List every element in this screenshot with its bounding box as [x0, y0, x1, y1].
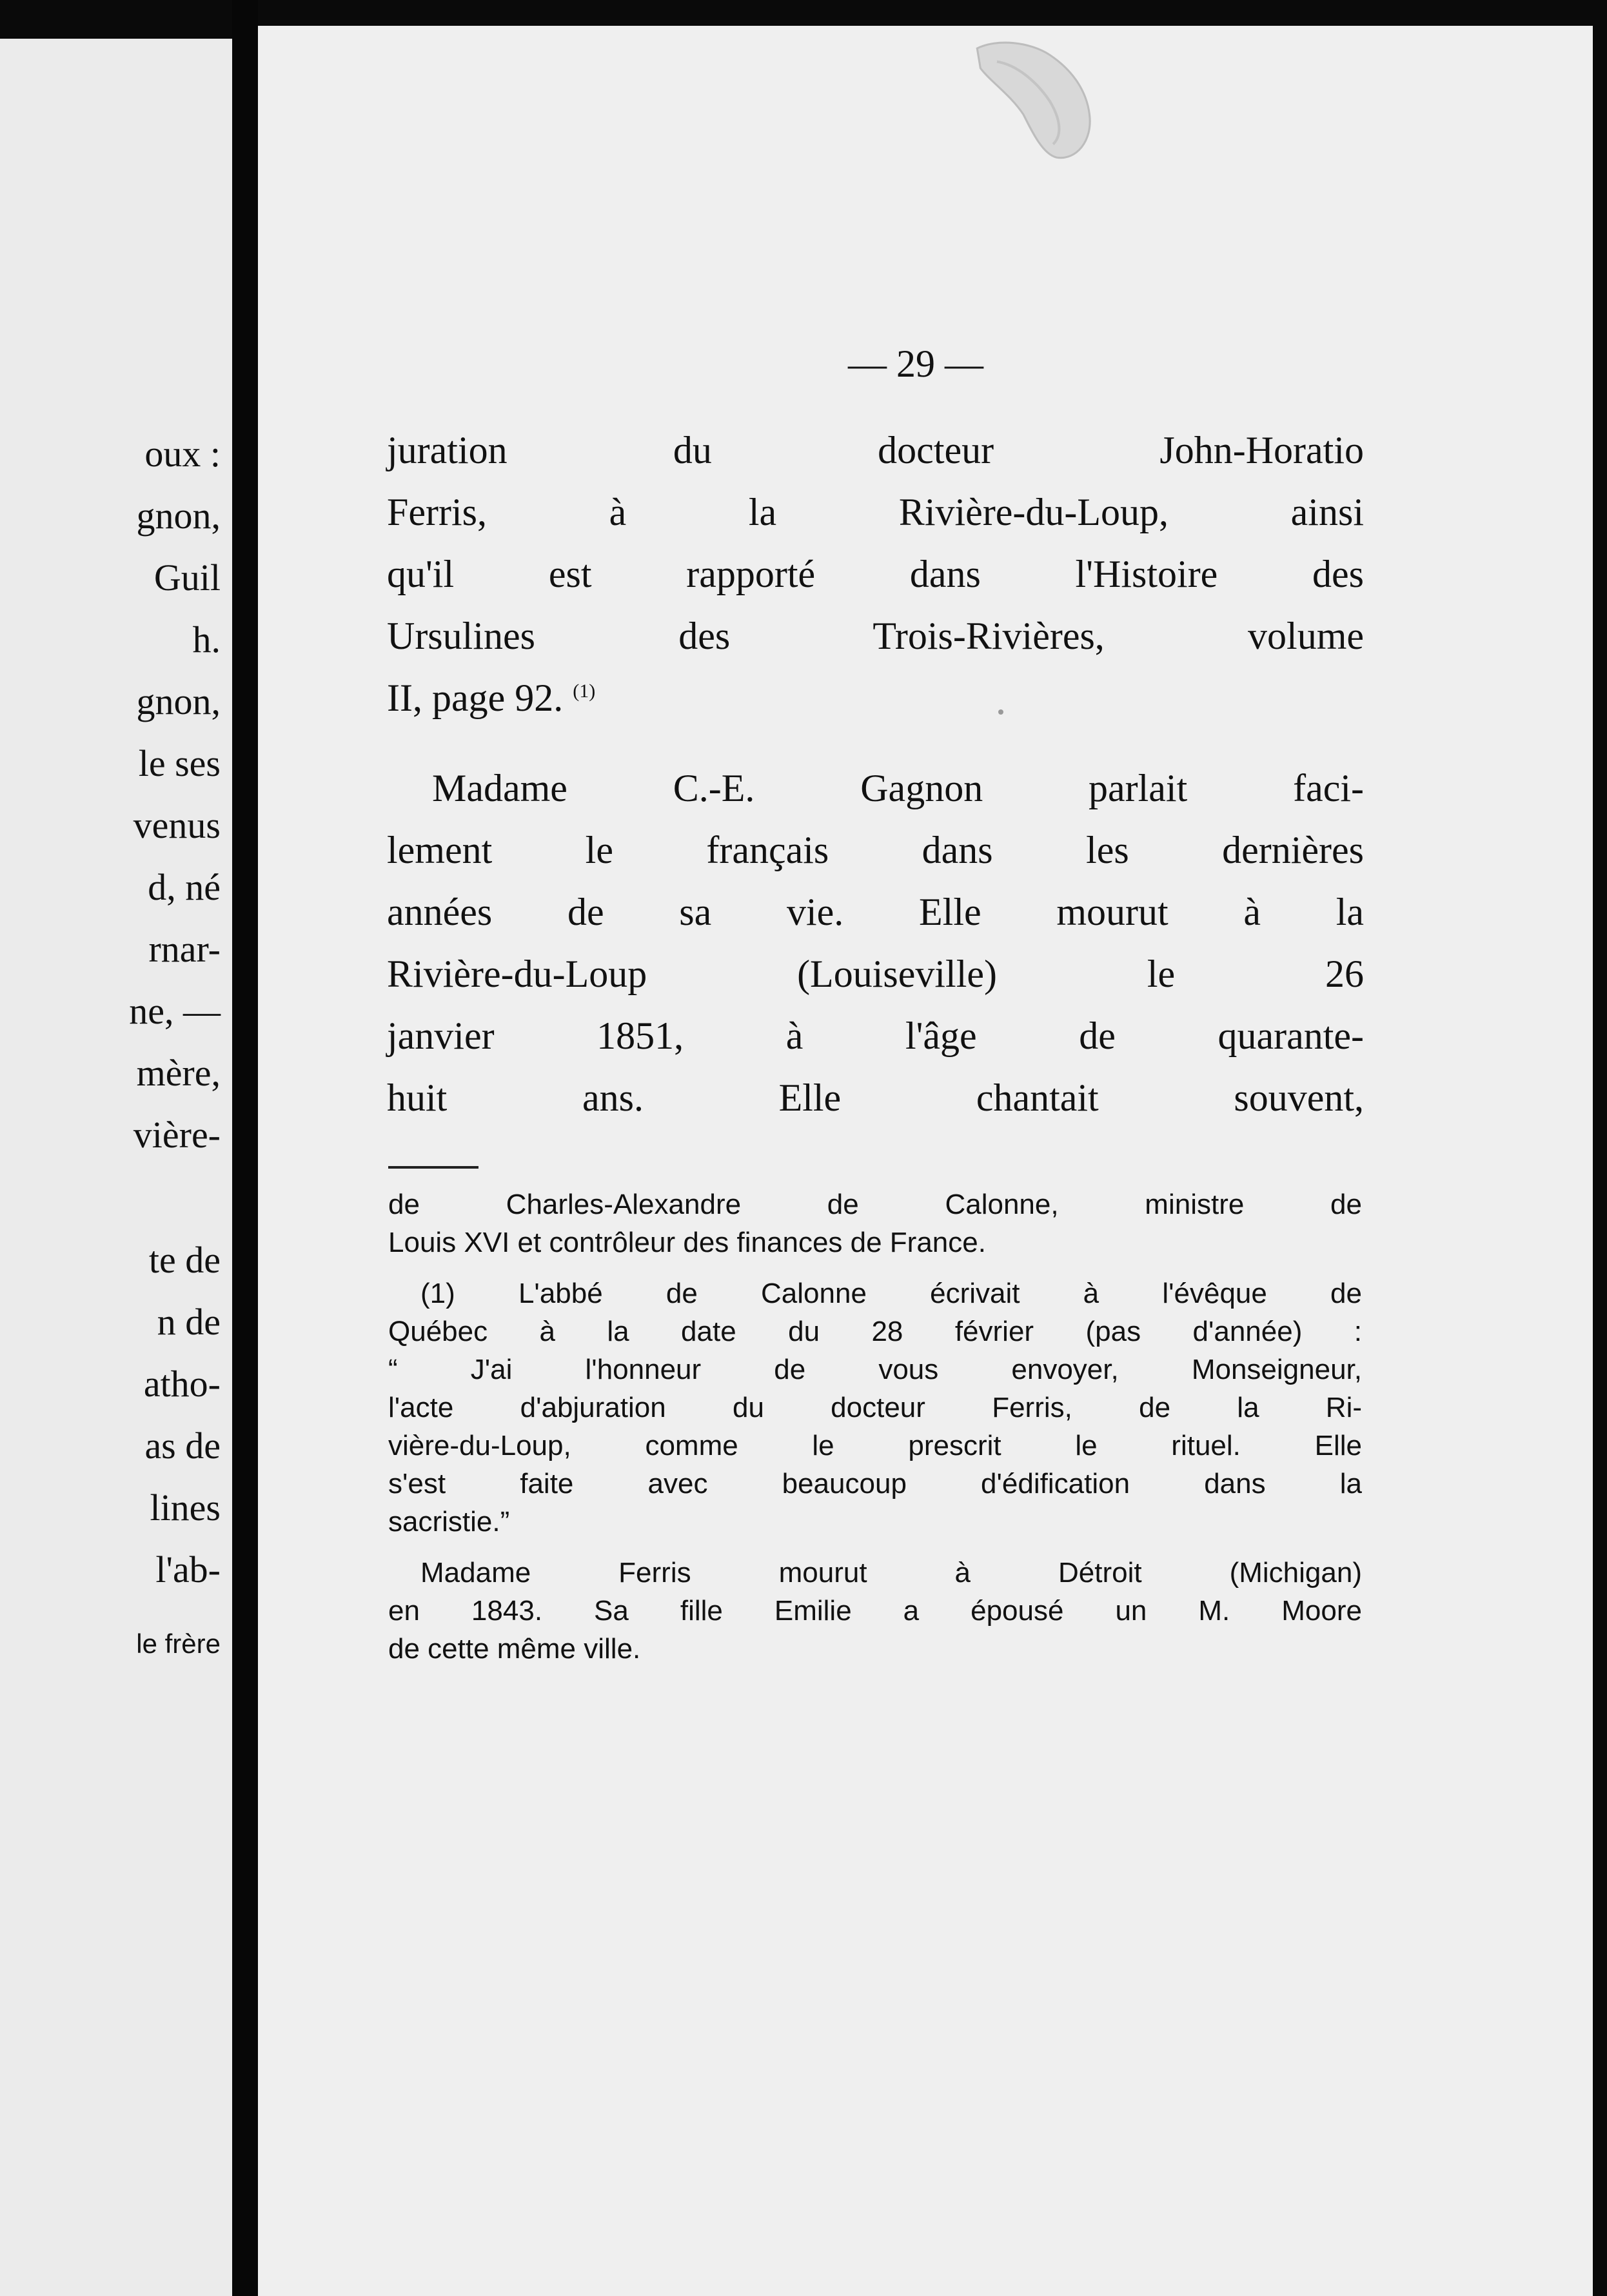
- left-page-line: atho-: [143, 1363, 221, 1405]
- body-line: Rivière-du-Loup (Louiseville) le 26: [387, 953, 1364, 995]
- page-number: — 29 —: [848, 342, 983, 385]
- paper-speck: [998, 709, 1003, 715]
- footnote-rule: [388, 1166, 478, 1169]
- left-facing-page: [0, 39, 232, 2296]
- left-page-line: as de: [144, 1425, 221, 1467]
- footnote-line: de cette même ville.: [388, 1633, 641, 1665]
- left-page-line: n de: [157, 1301, 221, 1343]
- left-page-line: rnar-: [148, 928, 221, 970]
- footnote-line: Québec à la date du 28 février (pas d'année) :: [388, 1316, 1362, 1347]
- body-line: qu'il est rapporté dans l'Histoire des: [387, 553, 1364, 595]
- left-page-line: gnon,: [136, 495, 221, 537]
- footnote-reference: (1): [573, 680, 596, 702]
- paragraph-gap: [387, 729, 1364, 757]
- book-gutter: [232, 0, 258, 2296]
- left-page-line: mère,: [136, 1052, 221, 1094]
- footnote-gap: [388, 1262, 1362, 1274]
- footnote-line: Madame Ferris mourut à Détroit (Michigan): [420, 1557, 1362, 1588]
- left-page-line: lines: [150, 1487, 221, 1529]
- footnotes: [388, 1185, 1362, 1668]
- left-page-footnote-line: le frère: [136, 1628, 221, 1659]
- left-page-line: le ses: [138, 742, 221, 784]
- left-page-line: h.: [192, 619, 221, 660]
- left-page-line: gnon,: [136, 680, 221, 722]
- body-line: Ferris, à la Rivière-du-Loup, ainsi: [387, 491, 1364, 533]
- paper-stain: [971, 34, 1103, 169]
- footnote-line: sacristie.”: [388, 1506, 510, 1538]
- body-line: lement le français dans les dernières: [387, 829, 1364, 871]
- left-page-line: te de: [148, 1239, 221, 1281]
- footnote-line: de Charles-Alexandre de Calonne, ministre de: [388, 1189, 1362, 1220]
- left-page-line: d, né: [148, 866, 221, 908]
- footnote-line: “ J'ai l'honneur de vous envoyer, Monseigneur,: [388, 1354, 1362, 1385]
- left-page-line: oux :: [144, 433, 221, 475]
- body-line: Ursulines des Trois-Rivières, volume: [387, 615, 1364, 657]
- left-page-line: ne, —: [129, 990, 221, 1032]
- footnote-line: s'est faite avec beaucoup d'édification dans la: [388, 1468, 1362, 1499]
- body-line: années de sa vie. Elle mourut à la: [387, 891, 1364, 933]
- body-line: Madame C.-E. Gagnon parlait faci-: [432, 767, 1364, 809]
- footnote-line: vière-du-Loup, comme le prescrit le rituel. Elle: [388, 1430, 1362, 1461]
- body-line: huit ans. Elle chantait souvent,: [387, 1076, 1364, 1119]
- body-text: [387, 419, 1364, 1129]
- footnote-line: l'acte d'abjuration du docteur Ferris, de la Ri-: [388, 1392, 1362, 1423]
- body-line: juration du docteur John-Horatio: [387, 429, 1364, 471]
- body-line-text: II, page 92.: [387, 677, 564, 719]
- footnote-line: Louis XVI et contrôleur des finances de France.: [388, 1227, 986, 1258]
- body-line: janvier 1851, à l'âge de quarante-: [387, 1014, 1364, 1057]
- footnote-line: (1) L'abbé de Calonne écrivait à l'évêque de: [420, 1278, 1362, 1309]
- left-page-line: Guil: [153, 557, 221, 599]
- footnote-gap: [388, 1541, 1362, 1554]
- body-line: [387, 667, 1364, 729]
- left-page-line: venus: [133, 804, 221, 846]
- footnote-line: en 1843. Sa fille Emilie a épousé un M. Moore: [388, 1595, 1362, 1627]
- right-page: [258, 26, 1593, 2296]
- left-page-line: l'ab-: [155, 1549, 221, 1590]
- left-page-line: vière-: [133, 1114, 221, 1156]
